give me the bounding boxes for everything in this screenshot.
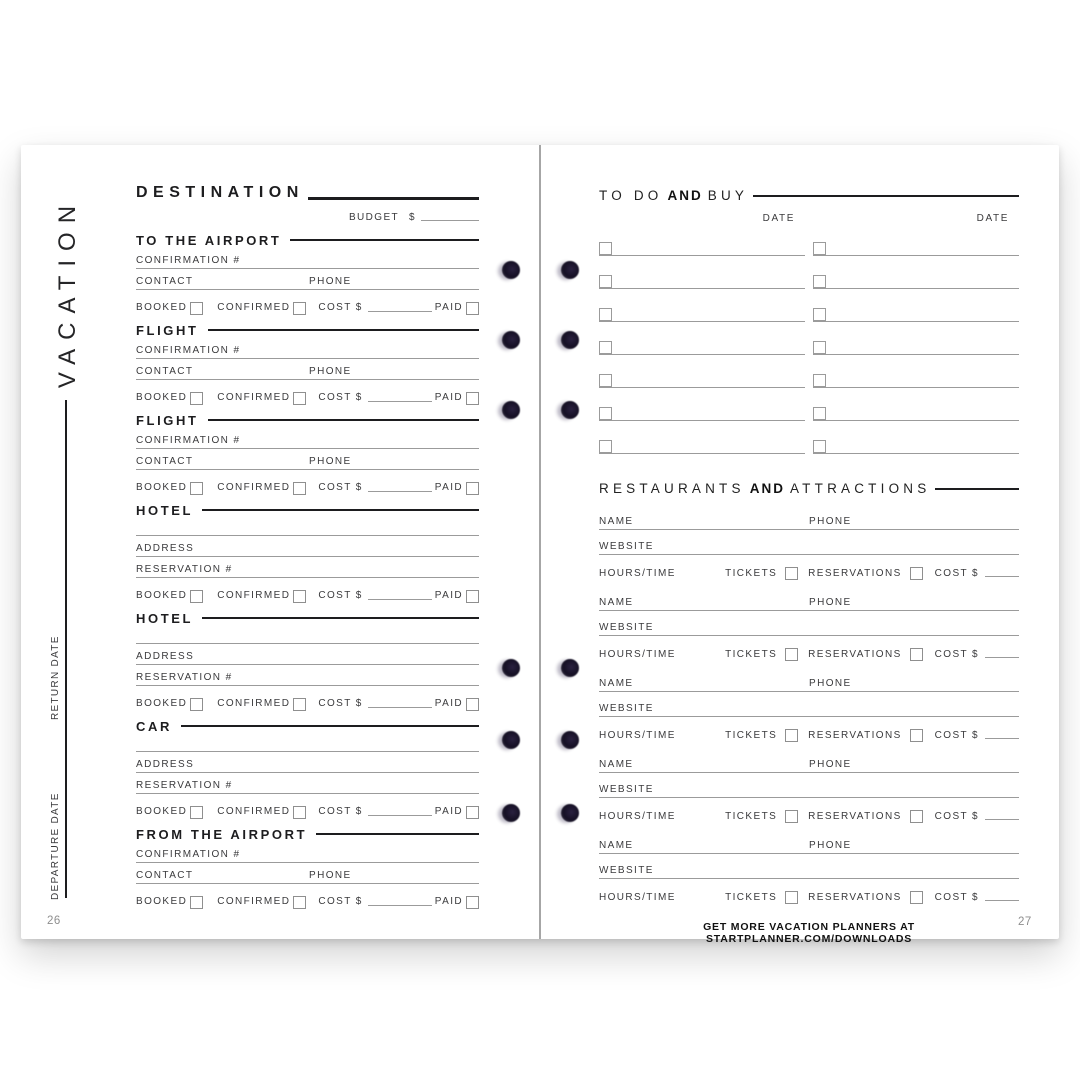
section-title: FLIGHT: [136, 412, 199, 428]
cost-write-line: [368, 814, 432, 816]
tickets-checkbox: [785, 648, 798, 661]
phone-label: PHONE: [309, 870, 352, 881]
section-title: TO THE AIRPORT: [136, 232, 282, 248]
todo-checkbox: [813, 308, 826, 321]
section-title: HOTEL: [136, 502, 194, 518]
binder-hole: [561, 659, 579, 677]
paid-label: PAID: [434, 590, 463, 601]
contact-label: CONTACT: [136, 366, 194, 377]
hours-label: HOURS/TIME: [599, 649, 676, 660]
hours-label: HOURS/TIME: [599, 892, 676, 903]
name-write-line: [136, 626, 479, 644]
confirmation-field: [136, 248, 479, 269]
address-label: ADDRESS: [136, 759, 195, 770]
booked-checkbox: [190, 302, 203, 315]
confirmed-checkbox: [293, 392, 306, 405]
reservations-checkbox: [910, 567, 923, 580]
booked-label: BOOKED: [136, 698, 188, 709]
confirmed-checkbox: [293, 590, 306, 603]
vacation-title: VACATION: [54, 196, 81, 389]
address-label: ADDRESS: [136, 543, 195, 554]
todo-row: [599, 421, 805, 454]
address-label: ADDRESS: [136, 651, 195, 662]
reservations-label: RESERVATIONS: [808, 811, 902, 822]
section-header: [136, 322, 479, 338]
paid-label: PAID: [434, 806, 463, 817]
website-label: WEBSITE: [599, 784, 654, 795]
name-write-line: [136, 734, 479, 752]
planner-sheet: [21, 145, 1059, 945]
status-row: [136, 290, 479, 315]
lodging-section: [136, 502, 479, 603]
section-rule: [202, 509, 479, 512]
confirmation-label: CONFIRMATION #: [136, 435, 241, 446]
restaurant-entry: [599, 672, 1019, 745]
contact-label: CONTACT: [136, 276, 194, 287]
section-rule: [208, 329, 479, 332]
booked-checkbox: [190, 392, 203, 405]
paid-label: PAID: [434, 896, 463, 907]
restaurant-entry: [599, 834, 1019, 907]
todo-row: [813, 289, 1019, 322]
tickets-checkbox: [785, 891, 798, 904]
reservation-label: RESERVATION #: [136, 672, 233, 683]
status-row: [136, 794, 479, 819]
budget-row: [136, 207, 479, 223]
tickets-label: TICKETS: [725, 811, 778, 822]
name-write-line: [136, 518, 479, 536]
cost-label: COST $: [934, 730, 979, 741]
status-row: [136, 380, 479, 405]
confirmation-field: [136, 428, 479, 449]
todo-row: [599, 322, 805, 355]
cost-label: COST $: [934, 811, 979, 822]
booked-label: BOOKED: [136, 806, 188, 817]
section-header: [136, 232, 479, 248]
confirmed-checkbox: [293, 482, 306, 495]
name-phone-field: [599, 510, 1019, 530]
cost-write-line: [368, 400, 432, 402]
contact-label: CONTACT: [136, 870, 194, 881]
todo-column-1: [599, 227, 805, 454]
cost-label: COST $: [318, 590, 363, 601]
budget-currency: $: [409, 212, 416, 223]
cost-label: COST $: [318, 302, 363, 313]
tickets-checkbox: [785, 810, 798, 823]
todo-checkbox: [813, 374, 826, 387]
website-field: [599, 692, 1019, 717]
todo-row: [599, 388, 805, 421]
section-header: [136, 610, 479, 626]
todo-checkbox: [599, 407, 612, 420]
confirmed-label: CONFIRMED: [217, 590, 291, 601]
todo-header-part: BUY: [707, 188, 749, 204]
restaurant-entry: [599, 753, 1019, 826]
section-rule: [181, 725, 479, 728]
hours-label: HOURS/TIME: [599, 811, 676, 822]
booked-checkbox: [190, 590, 203, 603]
transport-section: [136, 322, 479, 405]
confirmed-label: CONFIRMED: [217, 806, 291, 817]
cost-label: COST $: [934, 892, 979, 903]
address-field: [136, 752, 479, 773]
cost-write-line: [985, 737, 1019, 739]
hours-tickets-row: [599, 717, 1019, 745]
phone-label: PHONE: [809, 678, 852, 689]
cost-label: COST $: [934, 568, 979, 579]
destination-header: [136, 183, 479, 201]
name-label: NAME: [599, 516, 634, 527]
restaurant-entry: [599, 510, 1019, 583]
name-phone-field: [599, 834, 1019, 854]
confirmation-field: [136, 842, 479, 863]
website-label: WEBSITE: [599, 622, 654, 633]
todo-row: [813, 227, 1019, 256]
todo-row: [599, 227, 805, 256]
hours-label: HOURS/TIME: [599, 568, 676, 579]
reservation-field: [136, 773, 479, 794]
confirmed-checkbox: [293, 302, 306, 315]
paid-checkbox: [466, 590, 479, 603]
todo-checkbox: [813, 242, 826, 255]
cost-write-line: [985, 899, 1019, 901]
name-label: NAME: [599, 759, 634, 770]
section-title: FROM THE AIRPORT: [136, 826, 308, 842]
section-rule: [316, 833, 479, 836]
todo-checkbox: [599, 242, 612, 255]
confirmed-label: CONFIRMED: [217, 698, 291, 709]
tickets-label: TICKETS: [725, 649, 778, 660]
restaurants-header-part: ATTRACTIONS: [789, 481, 931, 497]
cost-label: COST $: [318, 482, 363, 493]
cost-write-line: [368, 904, 432, 906]
paid-checkbox: [466, 302, 479, 315]
reservation-label: RESERVATION #: [136, 780, 233, 791]
section-header: [136, 718, 479, 734]
booked-label: BOOKED: [136, 392, 188, 403]
phone-label: PHONE: [309, 276, 352, 287]
address-field: [136, 536, 479, 557]
booked-label: BOOKED: [136, 482, 188, 493]
restaurant-entries: [599, 510, 1019, 907]
cost-write-line: [368, 310, 432, 312]
cost-label: COST $: [318, 698, 363, 709]
binder-hole: [502, 331, 520, 349]
website-field: [599, 773, 1019, 798]
reservation-label: RESERVATION #: [136, 564, 233, 575]
restaurants-header-part: RESTAURANTS: [599, 481, 745, 497]
reservations-checkbox: [910, 729, 923, 742]
todo-checkbox: [599, 440, 612, 453]
todo-row: [813, 256, 1019, 289]
vacation-write-line: [65, 400, 67, 898]
website-label: WEBSITE: [599, 541, 654, 552]
section-title: CAR: [136, 718, 172, 734]
confirmation-field: [136, 338, 479, 359]
todo-row: [813, 355, 1019, 388]
todo-checkbox: [813, 275, 826, 288]
cost-label: COST $: [318, 896, 363, 907]
todo-header-part: TO DO: [599, 188, 663, 204]
todo-checkbox: [813, 407, 826, 420]
section-header: [136, 502, 479, 518]
contact-phone-field: [136, 269, 479, 290]
confirmed-checkbox: [293, 896, 306, 909]
transport-section: [136, 412, 479, 495]
reservations-label: RESERVATIONS: [808, 568, 902, 579]
confirmed-checkbox: [293, 698, 306, 711]
contact-label: CONTACT: [136, 456, 194, 467]
binder-hole: [502, 261, 520, 279]
reservation-field: [136, 665, 479, 686]
hours-tickets-row: [599, 636, 1019, 664]
tickets-checkbox: [785, 567, 798, 580]
website-field: [599, 611, 1019, 636]
section-header: [136, 826, 479, 842]
todo-checkbox: [813, 341, 826, 354]
name-label: NAME: [599, 840, 634, 851]
todo-checkbox: [599, 374, 612, 387]
website-label: WEBSITE: [599, 703, 654, 714]
restaurants-header-and: AND: [749, 481, 785, 497]
return-date-label: RETURN DATE: [50, 635, 61, 720]
status-row: [136, 884, 479, 909]
status-row: [136, 686, 479, 711]
left-sections: [136, 232, 479, 909]
budget-write-line: [421, 219, 479, 221]
website-field: [599, 530, 1019, 555]
lodging-section: [136, 610, 479, 711]
confirmed-label: CONFIRMED: [217, 482, 291, 493]
paid-checkbox: [466, 698, 479, 711]
restaurant-entry: [599, 591, 1019, 664]
hours-label: HOURS/TIME: [599, 730, 676, 741]
binder-hole: [561, 731, 579, 749]
lodging-section: [136, 718, 479, 819]
name-phone-field: [599, 591, 1019, 611]
todo-column-2: [813, 227, 1019, 454]
address-field: [136, 644, 479, 665]
section-rule: [290, 239, 479, 242]
binder-hole: [561, 331, 579, 349]
cost-write-line: [368, 598, 432, 600]
todo-checkbox: [599, 275, 612, 288]
section-header: [136, 412, 479, 428]
reservations-label: RESERVATIONS: [808, 892, 902, 903]
tickets-label: TICKETS: [725, 568, 778, 579]
name-label: NAME: [599, 678, 634, 689]
status-row: [136, 470, 479, 495]
binder-hole: [502, 731, 520, 749]
destination-title: DESTINATION: [136, 184, 304, 201]
todo-header-rule: [753, 195, 1019, 198]
website-label: WEBSITE: [599, 865, 654, 876]
date-column-header-2: DATE: [976, 213, 1009, 224]
cost-write-line: [985, 575, 1019, 577]
paid-label: PAID: [434, 392, 463, 403]
section-title: FLIGHT: [136, 322, 199, 338]
cost-write-line: [985, 656, 1019, 658]
reservations-label: RESERVATIONS: [808, 730, 902, 741]
phone-label: PHONE: [309, 366, 352, 377]
todo-row: [813, 421, 1019, 454]
todo-row: [599, 256, 805, 289]
name-phone-field: [599, 753, 1019, 773]
tickets-label: TICKETS: [725, 892, 778, 903]
transport-section: [136, 232, 479, 315]
cost-label: COST $: [318, 806, 363, 817]
todo-checkbox: [813, 440, 826, 453]
phone-label: PHONE: [809, 840, 852, 851]
phone-label: PHONE: [809, 516, 852, 527]
section-title: HOTEL: [136, 610, 194, 626]
binder-hole: [502, 401, 520, 419]
restaurants-header: [599, 480, 1019, 498]
reservations-label: RESERVATIONS: [808, 649, 902, 660]
footer-promo: GET MORE VACATION PLANNERS AT STARTPLANNER.COM/DOWNLOADS: [703, 921, 915, 945]
phone-label: PHONE: [809, 759, 852, 770]
todo-header: [599, 187, 1019, 205]
budget-label: BUDGET: [348, 212, 400, 223]
contact-phone-field: [136, 863, 479, 884]
cost-label: COST $: [934, 649, 979, 660]
name-phone-field: [599, 672, 1019, 692]
todo-row: [813, 388, 1019, 421]
transport-section: [136, 826, 479, 909]
departure-date-label: DEPARTURE DATE: [50, 792, 61, 900]
section-rule: [208, 419, 479, 422]
section-rule: [202, 617, 479, 620]
reservations-checkbox: [910, 648, 923, 661]
booked-label: BOOKED: [136, 590, 188, 601]
phone-label: PHONE: [309, 456, 352, 467]
confirmed-label: CONFIRMED: [217, 896, 291, 907]
date-column-header-1: DATE: [762, 213, 795, 224]
booked-checkbox: [190, 698, 203, 711]
confirmation-label: CONFIRMATION #: [136, 849, 241, 860]
todo-row: [599, 289, 805, 322]
hours-tickets-row: [599, 555, 1019, 583]
booked-label: BOOKED: [136, 302, 188, 313]
confirmation-label: CONFIRMATION #: [136, 255, 241, 266]
booked-checkbox: [190, 806, 203, 819]
reservation-field: [136, 557, 479, 578]
binder-hole: [561, 804, 579, 822]
page-number-right: 27: [1018, 916, 1032, 928]
contact-phone-field: [136, 359, 479, 380]
right-page-content: [599, 187, 1019, 945]
booked-checkbox: [190, 896, 203, 909]
todo-checkbox: [599, 341, 612, 354]
confirmation-label: CONFIRMATION #: [136, 345, 241, 356]
hours-tickets-row: [599, 798, 1019, 826]
cost-label: COST $: [318, 392, 363, 403]
left-page-content: [136, 183, 479, 909]
restaurants-header-rule: [935, 488, 1019, 491]
todo-row: [599, 355, 805, 388]
website-field: [599, 854, 1019, 879]
hours-tickets-row: [599, 879, 1019, 907]
confirmed-label: CONFIRMED: [217, 302, 291, 313]
phone-label: PHONE: [809, 597, 852, 608]
todo-grid: [599, 227, 1019, 454]
todo-row: [813, 322, 1019, 355]
cost-write-line: [368, 490, 432, 492]
spine-divider: [539, 145, 541, 939]
binder-hole: [561, 401, 579, 419]
status-row: [136, 578, 479, 603]
paid-label: PAID: [434, 302, 463, 313]
cost-write-line: [985, 818, 1019, 820]
todo-checkbox: [599, 308, 612, 321]
binder-hole: [502, 659, 520, 677]
confirmed-checkbox: [293, 806, 306, 819]
paid-label: PAID: [434, 698, 463, 709]
todo-header-and: AND: [667, 188, 703, 204]
paid-checkbox: [466, 896, 479, 909]
page-number-left: 26: [47, 915, 61, 927]
booked-checkbox: [190, 482, 203, 495]
paid-checkbox: [466, 392, 479, 405]
confirmed-label: CONFIRMED: [217, 392, 291, 403]
paid-checkbox: [466, 806, 479, 819]
paid-label: PAID: [434, 482, 463, 493]
contact-phone-field: [136, 449, 479, 470]
booked-label: BOOKED: [136, 896, 188, 907]
binder-hole: [561, 261, 579, 279]
binder-hole: [502, 804, 520, 822]
tickets-label: TICKETS: [725, 730, 778, 741]
cost-write-line: [368, 706, 432, 708]
reservations-checkbox: [910, 891, 923, 904]
todo-date-row: [599, 213, 1019, 225]
paid-checkbox: [466, 482, 479, 495]
destination-write-line: [308, 197, 479, 200]
tickets-checkbox: [785, 729, 798, 742]
reservations-checkbox: [910, 810, 923, 823]
name-label: NAME: [599, 597, 634, 608]
